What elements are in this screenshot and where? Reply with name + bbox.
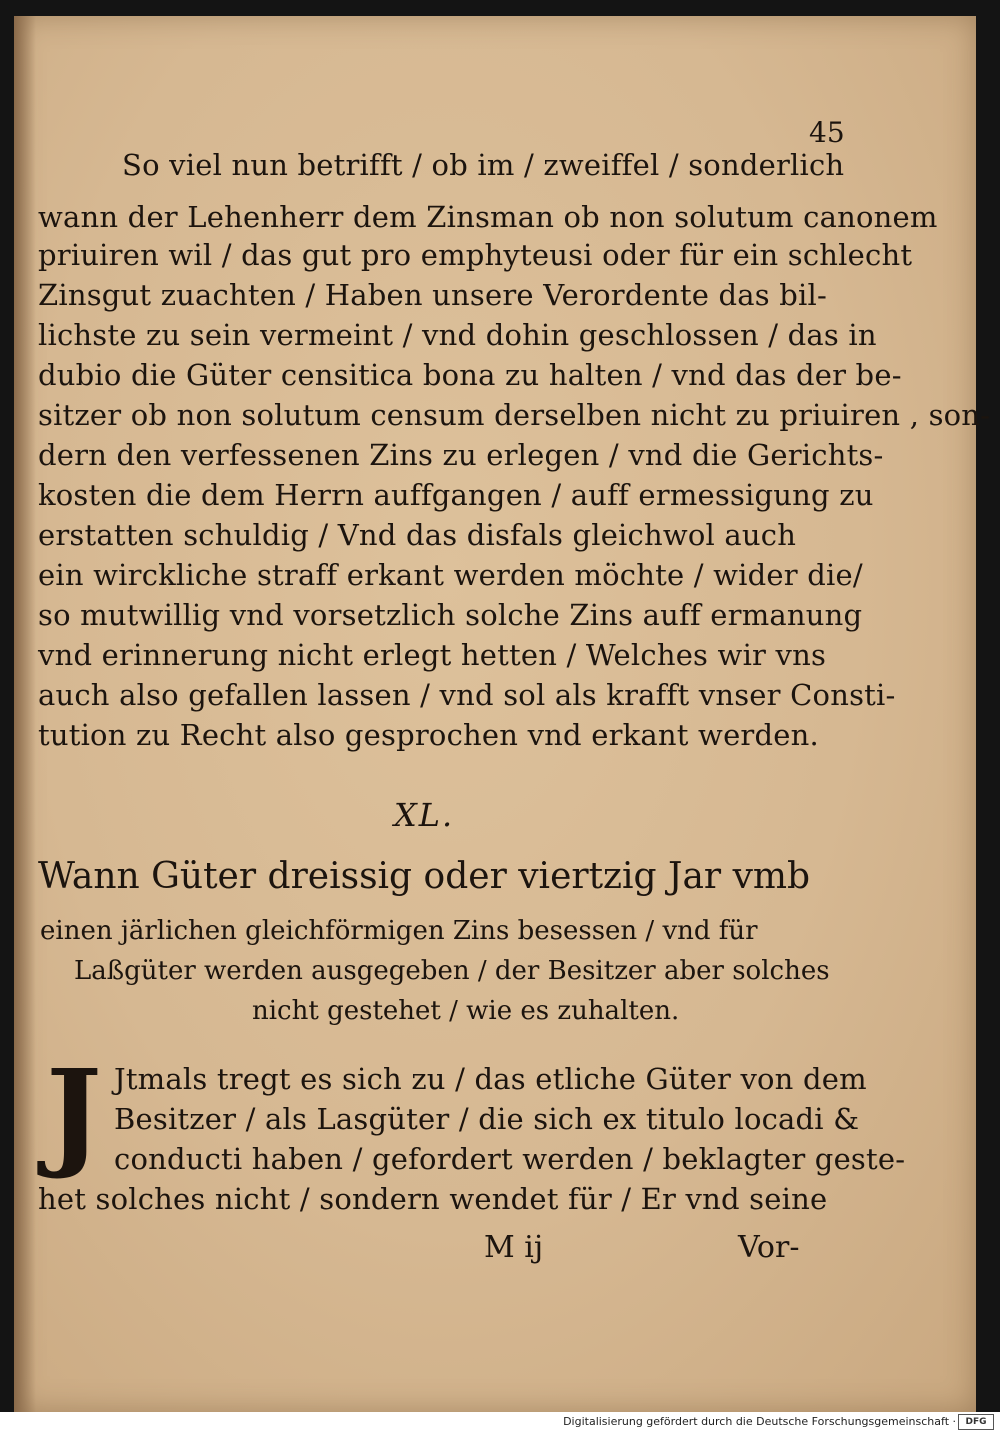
heading-line: Laßgüter werden ausgegeben / der Besitzer aber solches [74, 956, 830, 986]
body-line: auch also gefallen lassen / vnd sol als krafft vnser Consti- [38, 678, 896, 712]
binding-shadow [14, 16, 36, 1412]
body-line: priuiren wil / das gut pro emphyteusi oder für ein schlecht [38, 238, 913, 272]
body-line: Besitzer / als Lasgüter / die sich ex titulo locadi & [114, 1102, 860, 1136]
section-number: XL. [394, 796, 455, 834]
body-line: het solches nicht / sondern wendet für / Er vnd seine [38, 1182, 828, 1216]
heading-line: einen järlichen gleichförmigen Zins besessen / vnd für [40, 916, 758, 946]
body-line: lichste zu sein vermeint / vnd dohin geschlossen / das in [38, 318, 877, 352]
body-line: erstatten schuldig / Vnd das disfals gleichwol auch [38, 518, 797, 552]
body-line: So viel nun betrifft / ob im / zweiffel / sonderlich [122, 148, 845, 182]
body-line: wann der Lehenherr dem Zinsman ob non solutum canonem [38, 200, 938, 234]
body-line: tution zu Recht also gesprochen vnd erkant werden. [38, 718, 819, 752]
body-line: sitzer ob non solutum censum derselben nicht zu priuiren , son- [38, 398, 991, 432]
body-line: vnd erinnerung nicht erlegt hetten / Welches wir vns [38, 638, 827, 672]
footer-credit: Digitalisierung gefördert durch die Deutsche Forschungsgemeinschaft · [563, 1415, 956, 1428]
signature-mark: M ij [484, 1230, 544, 1265]
body-line: kosten die dem Herrn auffgangen / auff ermessigung zu [38, 478, 874, 512]
body-line: ein wirckliche straff erkant werden möchte / wider die/ [38, 558, 863, 592]
body-line: conducti haben / gefordert werden / beklagter geste- [114, 1142, 906, 1176]
drop-cap: J [46, 1043, 102, 1182]
dfg-logo-icon: DFG [958, 1414, 994, 1430]
catchword: Vor- [738, 1230, 800, 1265]
body-line: Zinsgut zuachten / Haben unsere Verordente das bil- [38, 278, 827, 312]
footer-bar [0, 1412, 1000, 1432]
body-line: Jtmals tregt es sich zu / das etliche Güter von dem [114, 1062, 867, 1096]
body-line: so mutwillig vnd vorsetzlich solche Zins auff ermanung [38, 598, 863, 632]
body-line: dern den verfessenen Zins zu erlegen / vnd die Gerichts- [38, 438, 884, 472]
body-line: dubio die Güter censitica bona zu halten / vnd das der be- [38, 358, 902, 392]
heading-line: nicht gestehet / wie es zuhalten. [252, 996, 680, 1026]
heading-line: Wann Güter dreissig oder viertzig Jar vmb [38, 856, 811, 897]
page-number: 45 [809, 116, 845, 149]
book-page [14, 16, 991, 1412]
